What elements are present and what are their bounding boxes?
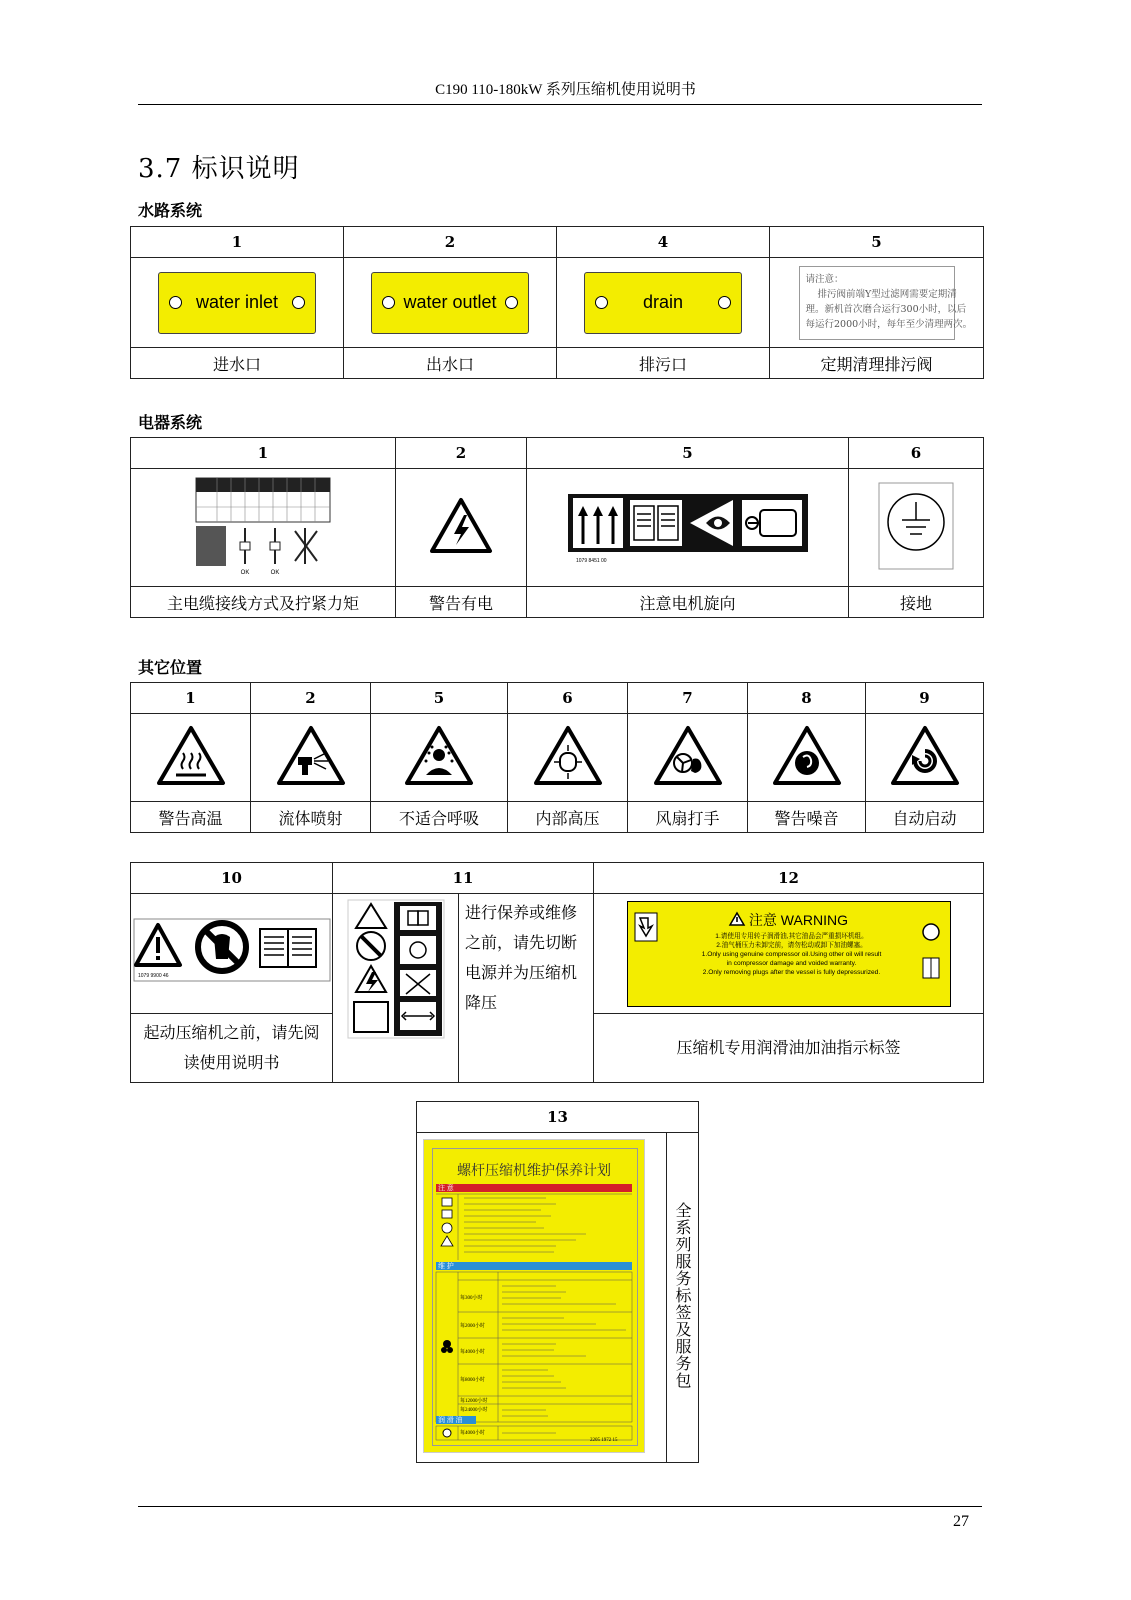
elec-num-1: 1 [131, 438, 396, 469]
interval-8000: 每8000小时 [460, 1377, 486, 1383]
interval-12000: 每12000小时 [460, 1398, 488, 1404]
oil-warning-label [594, 894, 984, 1014]
svg-text:OK: OK [270, 569, 280, 576]
page-number: 27 [953, 1513, 969, 1530]
no-breathing-icon [371, 714, 508, 802]
other-caption-1: 警告高温 [131, 802, 251, 833]
other-num-2: 2 [251, 683, 371, 714]
other-num-8: 8 [748, 683, 866, 714]
plan-section-oil: 润 滑 油 [438, 1415, 463, 1424]
service-vertical-caption [667, 1133, 699, 1463]
water-outlet-sign [344, 258, 557, 348]
oil-warning-line-1: 1.请使用专用转子润滑油,其它油品会严重损坏机组。 [715, 932, 868, 940]
elec-num-2: 2 [396, 438, 527, 469]
water-num-1: 1 [131, 227, 344, 258]
water-caption-2: 出水口 [344, 348, 557, 379]
hot-surface-icon [131, 714, 251, 802]
notice-line-2: 排污阀前端Y型过滤网需要定期清 [817, 288, 957, 300]
elec-num-6: 6 [849, 438, 984, 469]
other-caption-6: 内部高压 [508, 802, 628, 833]
drain-sign [557, 258, 770, 348]
drain-label: drain [642, 292, 684, 312]
read-manual-sign [131, 894, 333, 1014]
other-num-5: 5 [371, 683, 508, 714]
oil-warning-line-4: in compressor damage and voided warranty. [726, 959, 857, 967]
other-caption-7: 风扇打手 [628, 802, 748, 833]
elec-caption-2: 警告有电 [396, 587, 527, 618]
oil-warning-title [628, 910, 950, 930]
other-num-6: 6 [508, 683, 628, 714]
water-outlet-label: water outlet [403, 292, 497, 312]
oil-warning-line-3: 1.Only using genuine compressor oil.Using other oil will result [701, 950, 882, 958]
water-inlet-sign [131, 258, 344, 348]
electric-heading: 电器系统 [138, 413, 203, 432]
water-caption-4: 排污口 [557, 348, 770, 379]
service-plan-label [417, 1133, 667, 1463]
water-table [130, 226, 984, 379]
service-num: 13 [417, 1102, 699, 1133]
fluid-jet-icon [251, 714, 371, 802]
interval-24000: 每24000小时 [460, 1407, 488, 1413]
service-table [416, 1101, 699, 1463]
other-heading: 其它位置 [138, 658, 203, 677]
running-header: C190 110-180kW 系列压缩机使用说明书 [435, 82, 696, 98]
drain-notice [770, 258, 984, 348]
svg-text:OK: OK [240, 569, 250, 576]
elec-caption-5: 注意电机旋向 [527, 587, 849, 618]
misc-num-11: 11 [333, 863, 594, 894]
notice-line-4: 每运行2000小时，每年至少清理两次。 [805, 318, 973, 330]
plan-title: 螺杆压缩机维护保养计划 [457, 1163, 611, 1179]
misc-caption-12: 压缩机专用润滑油加油指示标签 [594, 1014, 984, 1083]
noise-icon [748, 714, 866, 802]
electric-table [130, 437, 984, 618]
pressure-icon [508, 714, 628, 802]
plan-code: 2205 1972 15 [590, 1437, 618, 1443]
other-caption-9: 自动启动 [866, 802, 984, 833]
oil-warning-line-5: 2.Only removing plugs after the vessel is fully depressurized. [702, 968, 881, 976]
other-num-9: 9 [866, 683, 984, 714]
misc-num-12: 12 [594, 863, 984, 894]
misc-num-10: 10 [131, 863, 333, 894]
water-num-5: 5 [770, 227, 984, 258]
other-caption-8: 警告噪音 [748, 802, 866, 833]
maintenance-label-strip [333, 894, 459, 1083]
elec-caption-6: 接地 [849, 587, 984, 618]
other-table [130, 682, 984, 833]
other-caption-5: 不适合呼吸 [371, 802, 508, 833]
plan-section-note: 注 意 [438, 1183, 454, 1192]
interval-oil-4000: 每4000小时 [460, 1430, 486, 1436]
misc-table [130, 862, 984, 1083]
cable-torque-label-icon [131, 469, 396, 587]
footer-rule [138, 1506, 982, 1507]
oil-warning-title-text: 注意 WARNING [748, 911, 848, 928]
water-num-4: 4 [557, 227, 770, 258]
water-inlet-label: water inlet [195, 292, 279, 312]
oil-warning-line-2: 2.油气桶压力未卸完前，请勿松动或卸下加油螺塞。 [716, 941, 867, 949]
interval-300: 每300小时 [460, 1295, 483, 1301]
service-caption: 全系列服务标签及服务包 [673, 1202, 692, 1389]
notice-line-3: 理。新机首次磨合运行300小时，以后 [805, 303, 967, 315]
svg-text:1079 8451 00: 1079 8451 00 [575, 557, 607, 564]
water-caption-1: 进水口 [131, 348, 344, 379]
elec-num-5: 5 [527, 438, 849, 469]
motor-rotation-icon [527, 469, 849, 587]
ground-symbol-icon [849, 469, 984, 587]
auto-start-icon [866, 714, 984, 802]
maintenance-instruction: 进行保养或维修之前，请先切断电源并为压缩机降压 [459, 894, 594, 1083]
plan-section-maintenance: 维 护 [438, 1261, 454, 1270]
other-caption-2: 流体喷射 [251, 802, 371, 833]
water-heading: 水路系统 [138, 201, 203, 220]
header-rule [138, 104, 982, 105]
other-num-1: 1 [131, 683, 251, 714]
other-num-7: 7 [628, 683, 748, 714]
electric-warning-icon [396, 469, 527, 587]
water-num-2: 2 [344, 227, 557, 258]
svg-text:1079 9900 46: 1079 9900 46 [137, 972, 169, 979]
fan-hand-icon [628, 714, 748, 802]
interval-2000: 每2000小时 [460, 1323, 486, 1329]
section-title: 3.7 标识说明 [138, 154, 300, 184]
notice-line-1: 请注意： [805, 273, 844, 285]
elec-caption-1: 主电缆接线方式及拧紧力矩 [131, 587, 396, 618]
water-caption-5: 定期清理排污阀 [770, 348, 984, 379]
misc-caption-10: 起动压缩机之前，请先阅读使用说明书 [131, 1014, 333, 1083]
interval-4000: 每4000小时 [460, 1349, 486, 1355]
